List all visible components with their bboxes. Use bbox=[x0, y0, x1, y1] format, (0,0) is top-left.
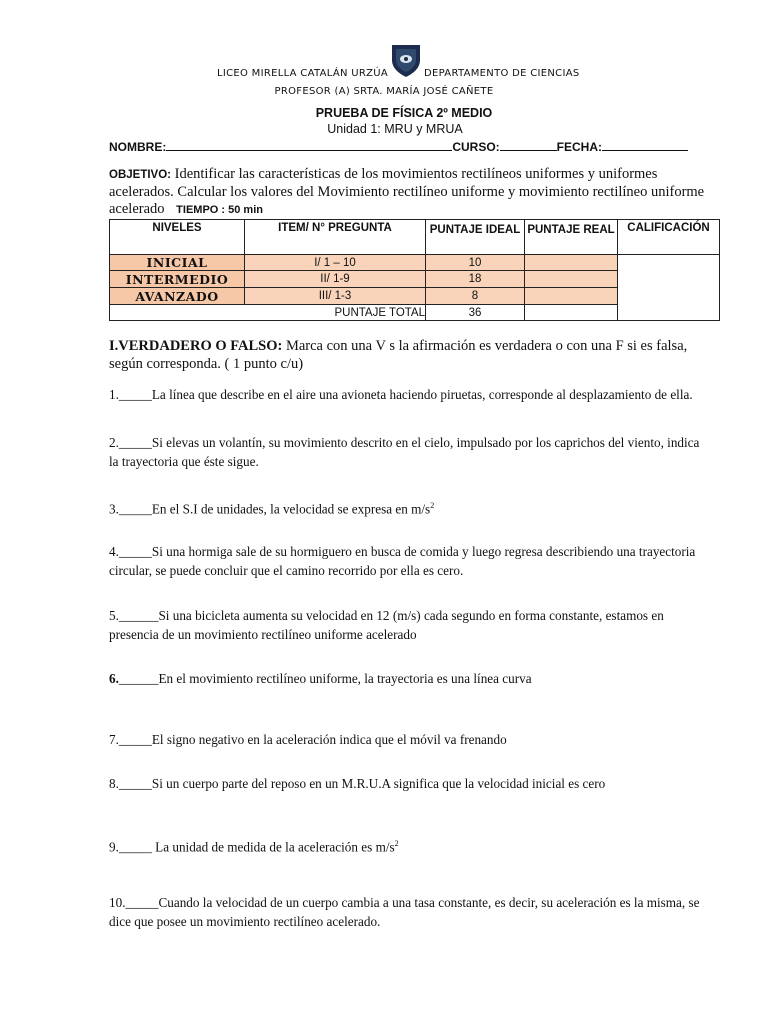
grade-cell[interactable] bbox=[618, 255, 720, 321]
objective-label: OBJETIVO: bbox=[109, 169, 171, 181]
header-levels: NIVELES bbox=[110, 220, 245, 255]
course-label: CURSO: bbox=[452, 140, 500, 154]
table-row bbox=[110, 255, 720, 271]
total-real-score[interactable] bbox=[525, 305, 618, 321]
item-cell: II/ 1-9 bbox=[245, 271, 426, 288]
ideal-score-cell: 8 bbox=[426, 288, 525, 305]
question-7: 7._____El signo negativo en la aceleración indica que el móvil va frenando bbox=[109, 732, 507, 747]
section-1-heading bbox=[109, 337, 709, 373]
level-cell: INICIAL bbox=[110, 255, 245, 271]
answer-blank[interactable]: _____ bbox=[118, 776, 152, 791]
header-ideal-score: PUNTAJE IDEAL bbox=[426, 220, 525, 255]
department-name: DEPARTAMENTO DE CIENCIAS bbox=[424, 68, 580, 79]
level-cell: AVANZADO bbox=[110, 288, 245, 305]
exam-unit: Unidad 1: MRU y MRUA bbox=[327, 122, 463, 136]
total-label: PUNTAJE TOTAL bbox=[245, 305, 426, 321]
question-3: 3._____En el S.I de unidades, la velocidad se expresa en $m/s^2$ bbox=[109, 501, 435, 517]
header-grade: CALIFICACIÓN bbox=[618, 220, 720, 255]
ideal-score-cell: 18 bbox=[426, 271, 525, 288]
answer-blank[interactable]: _____ bbox=[118, 435, 152, 450]
question-8: 8._____Si un cuerpo parte del reposo en un M.R.U.A significa que la velocidad inicial es cero bbox=[109, 776, 606, 791]
objective bbox=[109, 166, 719, 219]
date-label: FECHA: bbox=[556, 140, 602, 154]
answer-blank[interactable]: _____ bbox=[118, 387, 152, 402]
question-2: 2._____Si elevas un volantín, su movimiento descrito en el cielo, impulsado por los caprichos del viento, indica la trayectoria que éste sigue. bbox=[109, 435, 700, 469]
item-cell: III/ 1-3 bbox=[245, 288, 426, 305]
answer-blank[interactable]: _____ bbox=[125, 895, 159, 910]
objective-text: Identificar las características de los movimientos rectilíneos uniformes y uniformes acelerados. Calcular los valores del Movimiento rectilíneo uniforme y movimiento rectilíneo uniforme acelerado bbox=[109, 166, 705, 217]
question-4: 4._____Si una hormiga sale de su hormiguero en busca de comida y luego regresa describiendo una trayectoria circular, se puede concluir que el camino recorrido por ella es cero. bbox=[109, 544, 696, 578]
item-cell: I/ 1 – 10 bbox=[245, 255, 426, 271]
header-real-score: PUNTAJE REAL bbox=[525, 220, 618, 255]
teacher-name: PROFESOR (A) SRTA. MARÍA JOSÉ CAÑETE bbox=[274, 86, 494, 97]
course-field[interactable] bbox=[500, 139, 557, 151]
answer-blank[interactable]: _____ bbox=[118, 501, 152, 517]
total-value: 36 bbox=[426, 305, 525, 321]
real-score-cell[interactable] bbox=[525, 288, 618, 305]
question-5: 5.______Si una bicicleta aumenta su velocidad en 12 (m/s) cada segundo en forma constante, estamos en presencia de un movimiento rectilíneo uniforme acelerado bbox=[109, 608, 664, 642]
school-name: LICEO MIRELLA CATALÁN URZÚA bbox=[217, 68, 389, 79]
question-1: 1._____La línea que describe en el aire una avioneta haciendo piruetas, corresponde al desplazamiento de ella. bbox=[109, 387, 693, 402]
exam-title: PRUEBA DE FÍSICA 2º MEDIO bbox=[315, 106, 493, 120]
answer-blank[interactable]: _____ bbox=[118, 839, 152, 855]
levels-table bbox=[109, 219, 720, 321]
exam-time: TIEMPO : 50 min bbox=[176, 204, 263, 216]
ideal-score-cell: 10 bbox=[426, 255, 525, 271]
date-field[interactable] bbox=[602, 139, 688, 151]
name-field[interactable] bbox=[166, 139, 452, 151]
section-1-instructions: Marca con una V s la afirmación es verdadera o con una F si es falsa, según corresponda. ( 1 punto c/u) bbox=[109, 338, 688, 372]
real-score-cell[interactable] bbox=[525, 271, 618, 288]
school-shield-icon bbox=[390, 42, 422, 78]
question-9: 9._____ La unidad de medida de la aceleración es $m/s^2$ bbox=[109, 839, 399, 855]
question-10: 10._____Cuando la velocidad de un cuerpo cambia a una tasa constante, es decir, su aceleración es la misma, se dice que posee un movimiento rectilíneo acelerado. bbox=[109, 895, 700, 929]
student-info-line bbox=[109, 139, 688, 154]
question-6: 6.______En el movimiento rectilíneo uniforme, la trayectoria es una línea curva bbox=[109, 671, 532, 686]
answer-blank[interactable]: ______ bbox=[118, 671, 159, 686]
answer-blank[interactable]: _____ bbox=[118, 732, 152, 747]
answer-blank[interactable]: ______ bbox=[118, 608, 159, 623]
section-1-label: I.VERDADERO O FALSO: bbox=[109, 338, 283, 354]
name-label: NOMBRE: bbox=[109, 140, 167, 154]
real-score-cell[interactable] bbox=[525, 255, 618, 271]
answer-blank[interactable]: _____ bbox=[118, 544, 152, 559]
level-cell: INTERMEDIO bbox=[110, 271, 245, 288]
header-item: ITEM/ N° PREGUNTA bbox=[245, 220, 426, 255]
